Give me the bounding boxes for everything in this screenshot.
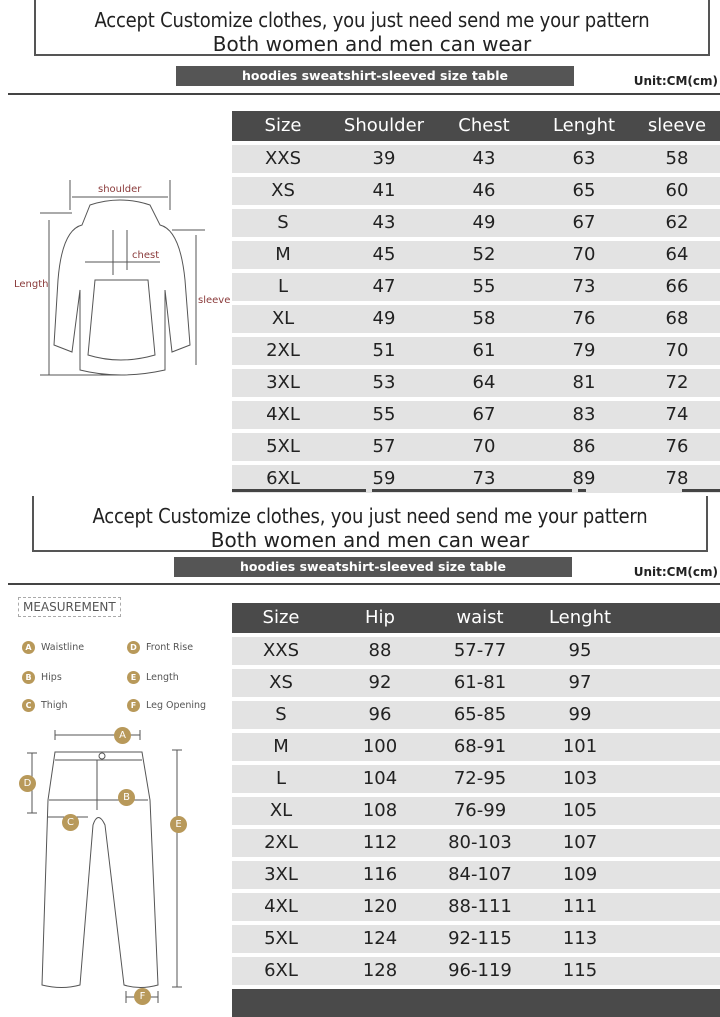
table-row xyxy=(232,433,720,461)
badge-c-icon: C xyxy=(22,699,35,712)
cell: 83 xyxy=(572,404,596,425)
size-table-title: hoodies sweatshirt-sleeved size table xyxy=(174,557,572,577)
cell: 88 xyxy=(368,640,392,661)
cell: 60 xyxy=(665,180,689,201)
cell: 70 xyxy=(472,436,496,457)
cell: 66 xyxy=(665,276,689,297)
cell: 86 xyxy=(572,436,596,457)
cell: 81 xyxy=(572,372,596,393)
cell: XXS xyxy=(264,148,302,169)
badge-b-icon: B xyxy=(22,671,35,684)
size-table-title: hoodies sweatshirt-sleeved size table xyxy=(176,66,574,86)
pants-size-table xyxy=(232,603,720,1017)
header-hip: Hip xyxy=(365,607,395,628)
cell: L xyxy=(277,276,289,297)
cell: 58 xyxy=(472,308,496,329)
cell: 61 xyxy=(472,340,496,361)
cell xyxy=(630,701,720,729)
cell: 6XL xyxy=(266,468,300,489)
cell: 57 xyxy=(372,436,396,457)
cell: 2XL xyxy=(264,832,298,853)
customize-banner-bottom xyxy=(32,496,708,552)
cell: 95 xyxy=(568,640,592,661)
cell xyxy=(630,957,720,985)
header-size: Size xyxy=(264,115,302,136)
banner-line-1: Accept Customize clothes, you just need send me your pattern xyxy=(92,504,648,528)
cell: 43 xyxy=(372,212,396,233)
cell: 76 xyxy=(665,436,689,457)
badge-d-icon: D xyxy=(127,641,140,654)
legend-label: Hips xyxy=(41,672,62,683)
cell: 47 xyxy=(372,276,396,297)
table-row xyxy=(232,177,720,205)
marker-c-icon: C xyxy=(62,814,79,831)
cell: 103 xyxy=(562,768,598,789)
hoodie-size-table xyxy=(232,111,720,493)
badge-e-icon: E xyxy=(127,671,140,684)
cell: 68-91 xyxy=(453,736,507,757)
cell xyxy=(630,861,720,889)
cell: 84-107 xyxy=(448,864,512,885)
badge-a-icon: A xyxy=(22,641,35,654)
cell: 58 xyxy=(665,148,689,169)
cell: 112 xyxy=(362,832,398,853)
header-waist: waist xyxy=(456,607,504,628)
divider xyxy=(8,583,720,585)
table-row xyxy=(232,145,720,173)
cell: M xyxy=(273,736,289,757)
cell: 124 xyxy=(362,928,398,949)
cell: 55 xyxy=(472,276,496,297)
cell: 59 xyxy=(372,468,396,489)
legend-label: Leg Opening xyxy=(146,700,207,711)
shoulder-label: shoulder xyxy=(98,184,142,195)
table-row xyxy=(232,209,720,237)
table-header xyxy=(232,111,720,141)
header-length: Lenght xyxy=(548,607,612,628)
table-row xyxy=(232,925,720,953)
cell: 109 xyxy=(562,864,598,885)
divider xyxy=(232,489,366,492)
cell: 49 xyxy=(372,308,396,329)
cell: 4XL xyxy=(264,896,298,917)
cell: 39 xyxy=(372,148,396,169)
cell: 64 xyxy=(665,244,689,265)
cell: 65 xyxy=(572,180,596,201)
marker-b-icon: B xyxy=(118,789,135,806)
cell: 49 xyxy=(472,212,496,233)
legend-item xyxy=(22,641,84,654)
cell: 120 xyxy=(362,896,398,917)
legend-item xyxy=(127,641,193,654)
marker-d-icon: D xyxy=(19,775,36,792)
cell: S xyxy=(275,704,287,725)
cell: 4XL xyxy=(266,404,300,425)
chest-label: chest xyxy=(132,250,160,261)
cell: XS xyxy=(271,180,295,201)
table-row xyxy=(232,337,720,365)
table-row xyxy=(232,797,720,825)
cell: 96-119 xyxy=(448,960,512,981)
cell xyxy=(630,893,720,921)
cell: 41 xyxy=(372,180,396,201)
cell: 99 xyxy=(568,704,592,725)
cell: 101 xyxy=(562,736,598,757)
table-row xyxy=(232,273,720,301)
cell xyxy=(630,733,720,761)
cell: 70 xyxy=(572,244,596,265)
table-footer-bar xyxy=(232,989,720,1017)
cell xyxy=(630,925,720,953)
cell: XL xyxy=(271,308,295,329)
cell: 72-95 xyxy=(453,768,507,789)
cell: 61-81 xyxy=(453,672,507,693)
cell: 64 xyxy=(472,372,496,393)
marker-e-icon: E xyxy=(170,816,187,833)
header-chest: Chest xyxy=(458,115,510,136)
cell: 89 xyxy=(572,468,596,489)
cell: 111 xyxy=(562,896,598,917)
cell: 5XL xyxy=(264,928,298,949)
cell: 43 xyxy=(472,148,496,169)
divider xyxy=(682,489,720,492)
legend-item xyxy=(127,671,179,684)
legend-item xyxy=(22,699,68,712)
header-size: Size xyxy=(262,607,300,628)
banner-line-2: Both women and men can wear xyxy=(210,528,530,552)
cell: 96 xyxy=(368,704,392,725)
cell: 116 xyxy=(362,864,398,885)
table-row xyxy=(232,861,720,889)
divider xyxy=(8,93,720,95)
cell: 115 xyxy=(562,960,598,981)
table-row xyxy=(232,637,720,665)
header-shoulder: Shoulder xyxy=(343,115,425,136)
customize-banner-top xyxy=(34,0,710,56)
cell: 128 xyxy=(362,960,398,981)
cell: 74 xyxy=(665,404,689,425)
marker-f-icon: F xyxy=(134,988,151,1005)
table-row xyxy=(232,829,720,857)
cell: 76 xyxy=(572,308,596,329)
cell: M xyxy=(275,244,291,265)
table-row xyxy=(232,305,720,333)
cell: 113 xyxy=(562,928,598,949)
cell xyxy=(630,637,720,665)
cell: 78 xyxy=(665,468,689,489)
banner-line-2: Both women and men can wear xyxy=(212,32,532,56)
cell: 45 xyxy=(372,244,396,265)
cell: 70 xyxy=(665,340,689,361)
cell: XL xyxy=(269,800,293,821)
cell: 53 xyxy=(372,372,396,393)
cell xyxy=(630,797,720,825)
hoodie-icon xyxy=(0,170,232,380)
cell: S xyxy=(277,212,289,233)
badge-f-icon: F xyxy=(127,699,140,712)
legend-label: Front Rise xyxy=(146,642,194,653)
cell: 104 xyxy=(362,768,398,789)
marker-a-icon: A xyxy=(114,727,131,744)
cell: 55 xyxy=(372,404,396,425)
legend-label: Thigh xyxy=(41,700,68,711)
unit-label: Unit:CM(cm) xyxy=(633,565,718,579)
legend-item xyxy=(22,671,62,684)
cell: 63 xyxy=(572,148,596,169)
table-row xyxy=(232,893,720,921)
cell: 72 xyxy=(665,372,689,393)
pants-icon xyxy=(0,725,232,1010)
cell: 67 xyxy=(572,212,596,233)
cell: 65-85 xyxy=(453,704,507,725)
cell: 46 xyxy=(472,180,496,201)
cell: 76-99 xyxy=(453,800,507,821)
pants-diagram xyxy=(0,725,232,1010)
cell: 92 xyxy=(368,672,392,693)
cell: 105 xyxy=(562,800,598,821)
table-row xyxy=(232,369,720,397)
cell: 6XL xyxy=(264,960,298,981)
cell: 80-103 xyxy=(448,832,512,853)
cell: 88-111 xyxy=(448,896,512,917)
length-label: Length xyxy=(14,279,49,290)
cell: 67 xyxy=(472,404,496,425)
cell: XS xyxy=(269,672,293,693)
cell: 5XL xyxy=(266,436,300,457)
cell xyxy=(630,829,720,857)
cell xyxy=(630,669,720,697)
measurement-title: MEASUREMENT xyxy=(18,597,121,617)
divider xyxy=(372,489,572,492)
divider xyxy=(578,489,586,492)
table-row xyxy=(232,765,720,793)
table-row xyxy=(232,669,720,697)
cell: 3XL xyxy=(264,864,298,885)
cell: 52 xyxy=(472,244,496,265)
cell: 68 xyxy=(665,308,689,329)
cell: 100 xyxy=(362,736,398,757)
unit-label: Unit:CM(cm) xyxy=(633,74,718,88)
table-row xyxy=(232,957,720,985)
header-sleeve: sleeve xyxy=(647,115,707,136)
cell: L xyxy=(275,768,287,789)
table-header xyxy=(232,603,720,633)
header-length: Lenght xyxy=(552,115,616,136)
cell: 79 xyxy=(572,340,596,361)
cell: 3XL xyxy=(266,372,300,393)
cell: 92-115 xyxy=(448,928,512,949)
header-empty xyxy=(630,603,720,633)
cell: 73 xyxy=(472,468,496,489)
table-row xyxy=(232,401,720,429)
cell: 107 xyxy=(562,832,598,853)
cell: XXS xyxy=(262,640,300,661)
cell: 62 xyxy=(665,212,689,233)
cell: 51 xyxy=(372,340,396,361)
cell: 73 xyxy=(572,276,596,297)
hoodie-diagram xyxy=(0,170,232,380)
sleeve-label: sleeve xyxy=(198,295,231,306)
table-row xyxy=(232,241,720,269)
cell xyxy=(630,765,720,793)
cell: 97 xyxy=(568,672,592,693)
cell: 108 xyxy=(362,800,398,821)
legend-item xyxy=(127,699,206,712)
legend-label: Waistline xyxy=(41,642,85,653)
table-row xyxy=(232,733,720,761)
legend-label: Length xyxy=(146,672,179,683)
banner-line-1: Accept Customize clothes, you just need send me your pattern xyxy=(94,8,650,32)
cell: 57-77 xyxy=(453,640,507,661)
cell: 2XL xyxy=(266,340,300,361)
table-row xyxy=(232,701,720,729)
